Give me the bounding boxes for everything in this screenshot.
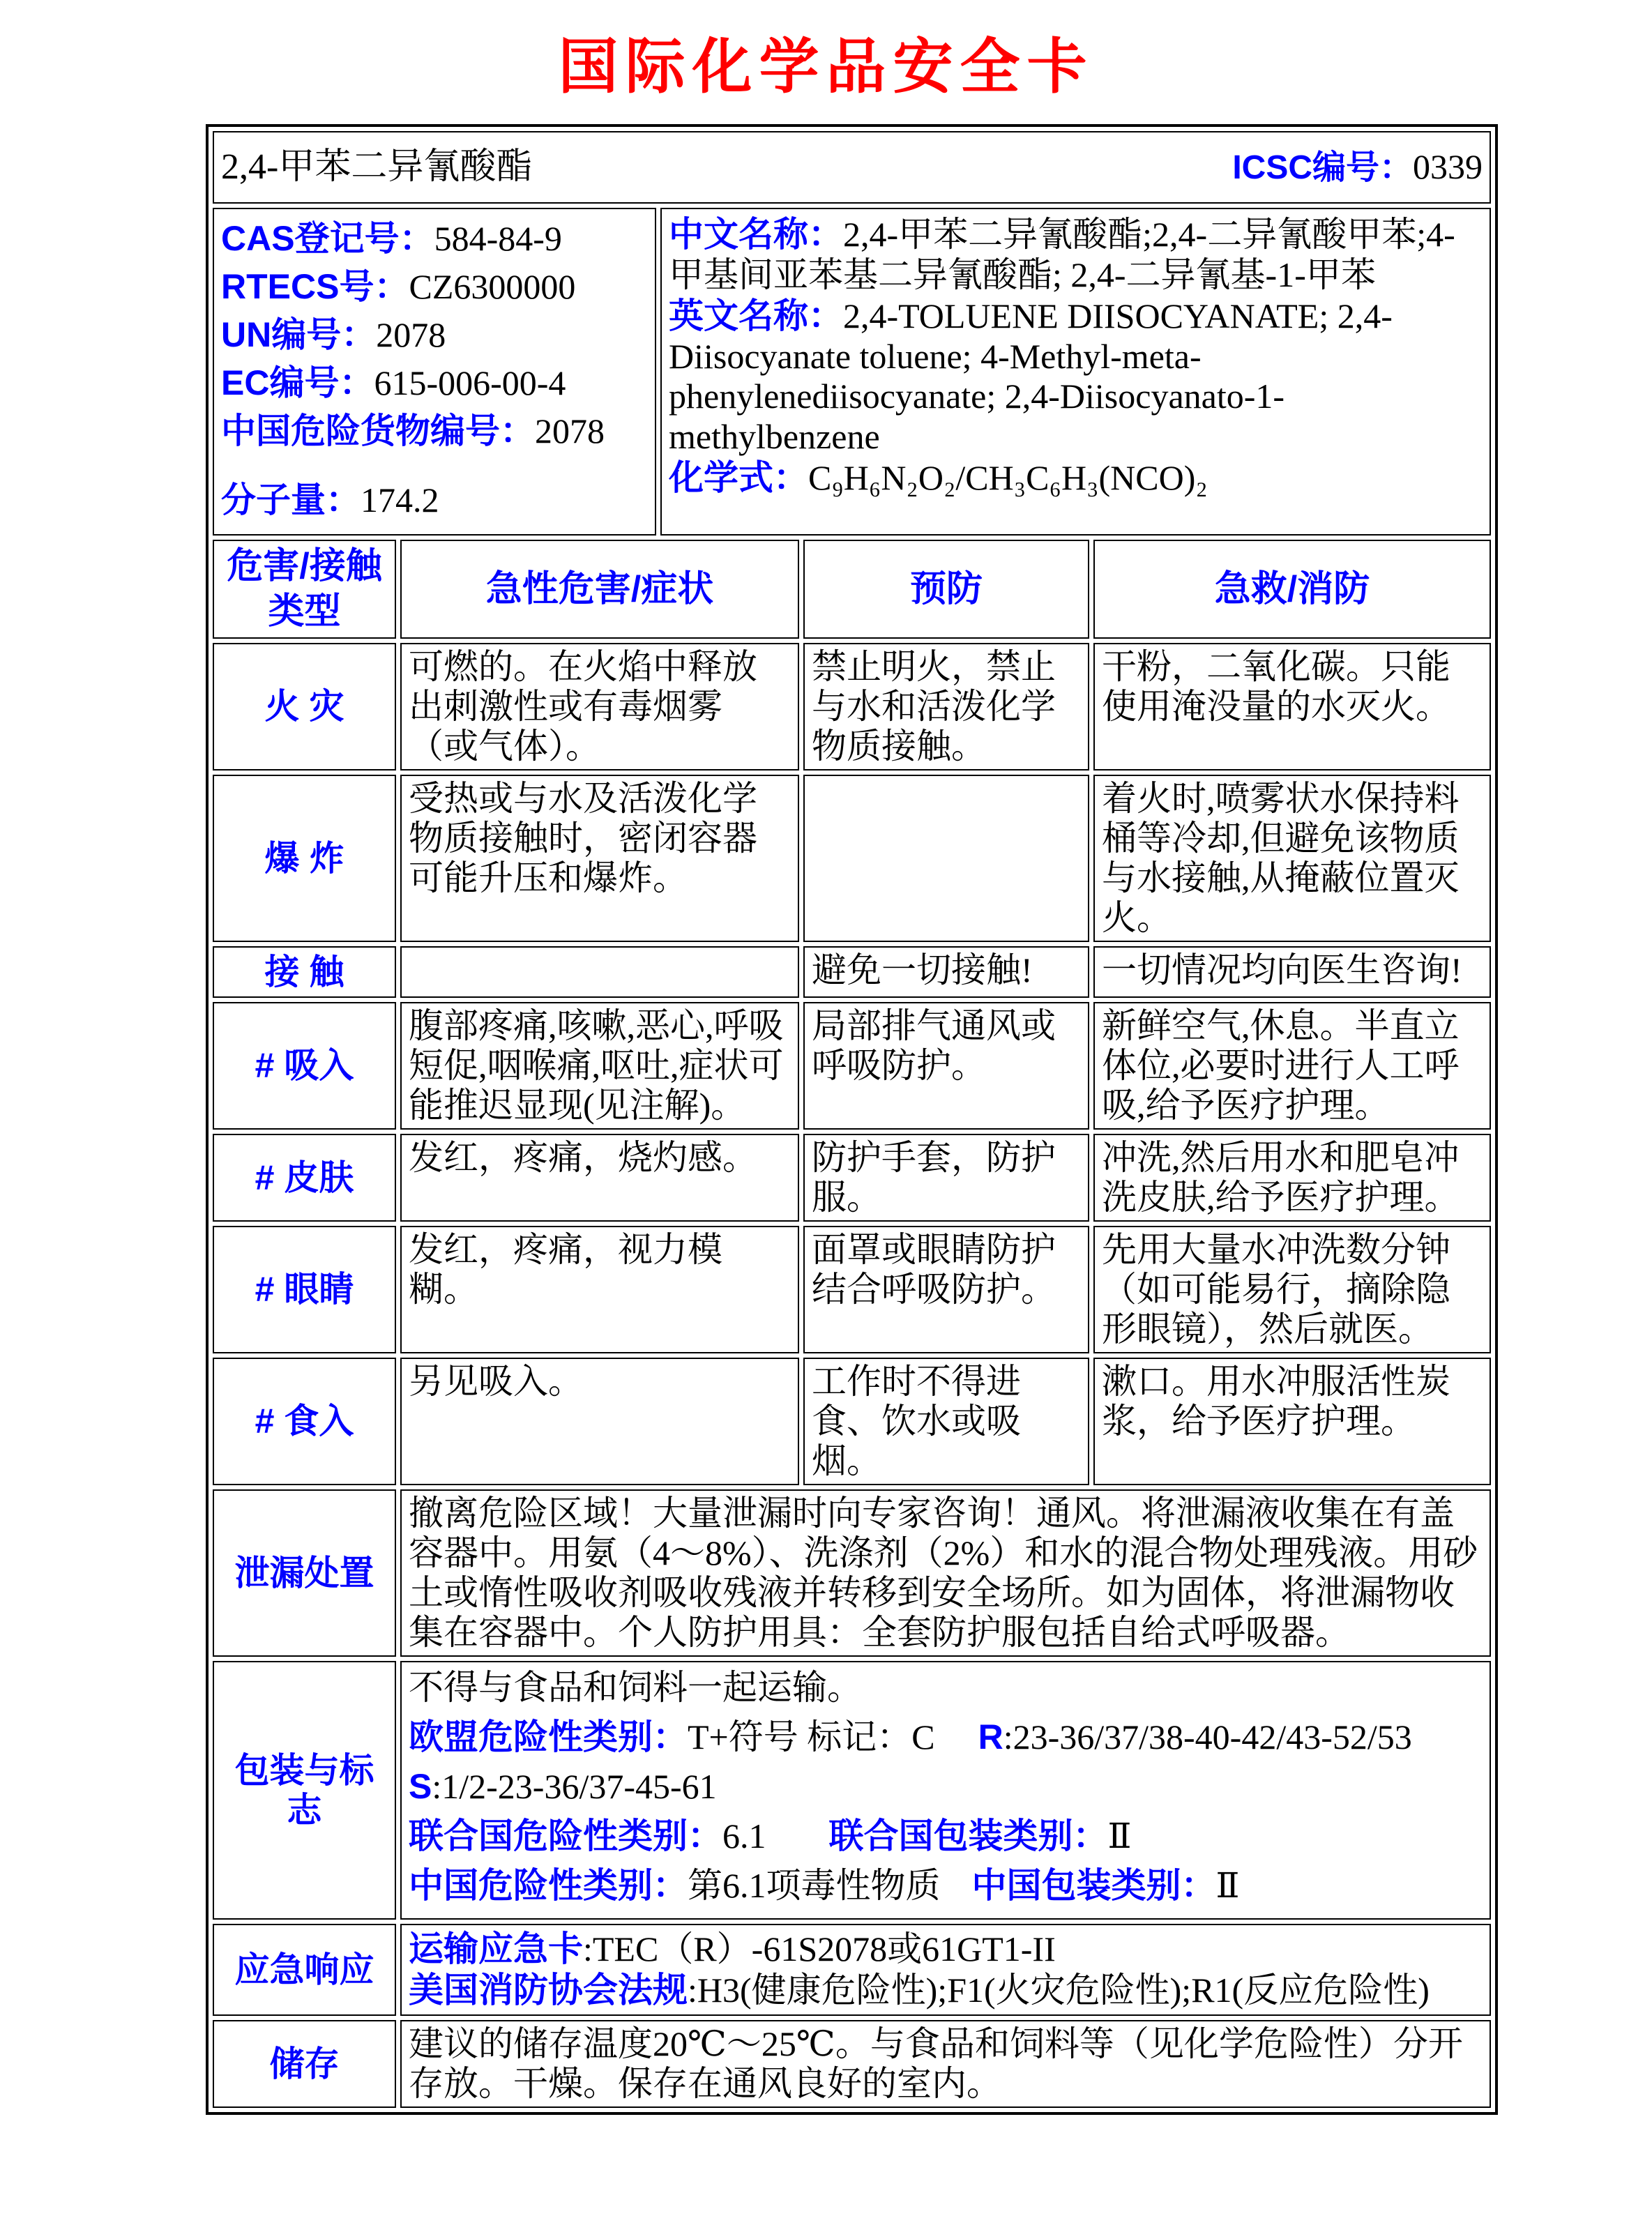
chemical-formula-value: C₉H₆N₂O₂/CH₃C₆H₃(NCO)₂ bbox=[808, 458, 1208, 497]
packaging-s-line bbox=[409, 1767, 1483, 1807]
fire-symptoms-cell: 可燃的。在火焰中释放出刺激性或有毒烟雾（或气体）。 bbox=[400, 643, 799, 770]
hazard-header-row bbox=[213, 540, 1491, 639]
rtecs-number-value: CZ6300000 bbox=[409, 267, 576, 306]
skin-symptoms-cell: 发红，疼痛，烧灼感。 bbox=[400, 1134, 799, 1222]
symptoms-header: 急性危害/症状 bbox=[400, 540, 799, 639]
ingestion-firstaid-cell: 漱口。用水冲服活性炭浆，给予医疗护理。 bbox=[1093, 1358, 1491, 1485]
chinese-names bbox=[669, 215, 1483, 295]
identifiers-cell bbox=[213, 208, 1491, 536]
un-number-value: 2078 bbox=[376, 315, 446, 354]
hazard-row-fire bbox=[213, 643, 1491, 770]
english-names bbox=[669, 296, 1483, 457]
explosion-symptoms-cell: 受热或与水及活泼化学物质接触时，密闭容器可能升压和爆炸。 bbox=[400, 775, 799, 942]
icsc-card-table bbox=[206, 124, 1498, 2115]
fire-row-label: 火 灾 bbox=[213, 643, 396, 770]
molecular-weight-label: 分子量： bbox=[221, 480, 361, 519]
storage-row-label: 储存 bbox=[213, 2020, 396, 2108]
spill-row-label: 泄漏处置 bbox=[213, 1489, 396, 1657]
un-number-line bbox=[221, 315, 652, 355]
chemical-formula-label: 化学式： bbox=[669, 458, 808, 497]
hazard-type-header-line1: 危害/接触 bbox=[227, 546, 382, 586]
china-dg-number-value: 2078 bbox=[535, 411, 605, 450]
china-dg-number-line bbox=[221, 411, 652, 451]
ingestion-prevention-cell: 工作时不得进食、饮水或吸烟。 bbox=[803, 1358, 1089, 1485]
chemical-formula bbox=[669, 458, 1483, 499]
explosion-row-label: 爆 炸 bbox=[213, 775, 396, 942]
chinese-names-label: 中文名称： bbox=[669, 215, 843, 254]
r-phrases-value: :23-36/37/38-40-42/43-52/53 bbox=[1003, 1717, 1412, 1756]
molecular-weight-line bbox=[221, 480, 652, 520]
packaging-content-cell bbox=[400, 1661, 1491, 1920]
inhalation-firstaid-cell: 新鲜空气,休息。半直立体位,必要时进行人工呼吸,给予医疗护理。 bbox=[1093, 1002, 1491, 1130]
fire-firstaid-cell: 干粉，二氧化碳。只能使用淹没量的水灭火。 bbox=[1093, 643, 1491, 770]
skin-firstaid-cell: 冲洗,然后用水和肥皂冲洗皮肤,给予医疗护理。 bbox=[1093, 1134, 1491, 1222]
identifiers-right-box bbox=[660, 208, 1491, 536]
identifiers-left-box bbox=[213, 208, 656, 536]
hazard-type-header-line2: 类型 bbox=[268, 591, 341, 632]
cn-packing-group-label: 中国包装类别： bbox=[971, 1866, 1216, 1905]
page-title: 国际化学品安全卡 bbox=[558, 33, 1094, 100]
explosion-firstaid-cell: 着火时,喷雾状水保持料桶等冷却,但避免该物质与水接触,从掩蔽位置灭火。 bbox=[1093, 775, 1491, 942]
tec-card-label: 运输应急卡 bbox=[409, 1929, 583, 1968]
ingestion-symptoms-cell: 另见吸入。 bbox=[400, 1358, 799, 1485]
un-packing-group-label: 联合国包装类别： bbox=[828, 1816, 1108, 1855]
icsc-number bbox=[1232, 147, 1483, 188]
explosion-prevention-cell bbox=[803, 775, 1089, 942]
china-dg-number-label: 中国危险货物编号： bbox=[221, 411, 535, 450]
s-phrases-value: :1/2-23-36/37-45-61 bbox=[432, 1767, 717, 1806]
eyes-firstaid-cell: 先用大量水冲洗数分钟（如可能易行，摘除隐形眼镜），然后就医。 bbox=[1093, 1226, 1491, 1353]
spill-row bbox=[213, 1489, 1491, 1657]
cn-packing-group-value: Ⅱ bbox=[1215, 1866, 1240, 1905]
hazard-row-inhalation bbox=[213, 1002, 1491, 1130]
inhalation-row-label: # 吸入 bbox=[213, 1002, 396, 1130]
cas-number-line bbox=[221, 219, 652, 259]
storage-text-cell: 建议的储存温度20℃～25℃。与食品和饲料等（见化学危险性）分开存放。干燥。保存在通风良好的室内。 bbox=[400, 2020, 1491, 2108]
eu-hazard-class-value: T+符号 标记：C bbox=[688, 1717, 935, 1756]
cas-number-value: 584-84-9 bbox=[434, 219, 562, 258]
icsc-number-value: 0339 bbox=[1413, 147, 1483, 187]
name-row bbox=[213, 131, 1491, 204]
packaging-un-line bbox=[409, 1816, 1483, 1856]
packaging-cn-line bbox=[409, 1866, 1483, 1906]
emergency-nfpa-line bbox=[409, 1971, 1483, 2010]
hazard-row-explosion bbox=[213, 775, 1491, 942]
rtecs-number-label: RTECS号： bbox=[221, 267, 409, 306]
icsc-number-label: ICSC编号： bbox=[1232, 149, 1414, 187]
chinese-names-value: 2,4-甲苯二异氰酸酯;2,4-二异氰酸甲苯;4-甲基间亚苯基二异氰酸酯; 2,4-二异氰基-1-甲苯 bbox=[669, 215, 1455, 294]
hazard-row-ingestion bbox=[213, 1358, 1491, 1485]
skin-prevention-cell: 防护手套，防护服。 bbox=[803, 1134, 1089, 1222]
packaging-row bbox=[213, 1661, 1491, 1920]
un-hazard-class-label: 联合国危险性类别： bbox=[409, 1816, 722, 1855]
eu-hazard-class-label: 欧盟危险性类别： bbox=[409, 1717, 688, 1756]
english-names-value: 2,4-TOLUENE DIISOCYANATE; 2,4-Diisocyanate toluene; 4-Methyl-meta-phenylenediisocyanate; 2,4-Diisocyanato-1-methylbenzene bbox=[669, 296, 1393, 456]
identifiers-row bbox=[213, 208, 1491, 536]
chemical-name: 2,4-甲苯二异氰酸酯 bbox=[221, 147, 533, 188]
skin-row-label: # 皮肤 bbox=[213, 1134, 396, 1222]
r-phrases-label: R bbox=[978, 1717, 1003, 1756]
ec-number-label: EC编号： bbox=[221, 363, 374, 402]
hazard-row-eyes bbox=[213, 1226, 1491, 1353]
cas-number-label: CAS登记号： bbox=[221, 219, 434, 258]
hazard-row-contact bbox=[213, 946, 1491, 998]
eyes-prevention-cell: 面罩或眼睛防护结合呼吸防护。 bbox=[803, 1226, 1089, 1353]
hazard-row-skin bbox=[213, 1134, 1491, 1222]
un-hazard-class-value: 6.1 bbox=[722, 1816, 766, 1855]
hazard-type-header bbox=[213, 540, 396, 639]
fire-prevention-cell: 禁止明火，禁止与水和活泼化学物质接触。 bbox=[803, 643, 1089, 770]
identifiers-wrap bbox=[213, 208, 1491, 536]
packaging-eu-line bbox=[409, 1717, 1483, 1757]
nfpa-code-label: 美国消防协会法规 bbox=[409, 1971, 688, 2010]
ec-number-value: 615-006-00-4 bbox=[374, 363, 566, 402]
contact-symptoms-cell bbox=[400, 946, 799, 998]
contact-firstaid-cell: 一切情况均向医生咨询! bbox=[1093, 946, 1491, 998]
emergency-content-cell bbox=[400, 1924, 1491, 2016]
un-packing-group-value: Ⅱ bbox=[1107, 1816, 1132, 1855]
name-cell bbox=[213, 131, 1491, 204]
cn-hazard-class-label: 中国危险性类别： bbox=[409, 1866, 688, 1905]
tec-card-value: :TEC（R）-61S2078或61GT1-II bbox=[583, 1929, 1056, 1968]
english-names-label: 英文名称： bbox=[669, 296, 843, 335]
emergency-row-label: 应急响应 bbox=[213, 1924, 396, 2016]
ingestion-row-label: # 食入 bbox=[213, 1358, 396, 1485]
spill-text-cell: 撤离危险区域！大量泄漏时向专家咨询！通风。将泄漏液收集在有盖容器中。用氨（4～8%）、洗涤剂（2%）和水的混合物处理残液。用砂土或惰性吸收剂吸收残液并转移到安全场所。如为固体，将泄漏物收集在容器中。个人防护用具：全套防护服包括自给式呼吸器。 bbox=[400, 1489, 1491, 1657]
name-flexrow bbox=[221, 146, 1483, 188]
packaging-transport-note: 不得与食品和饲料一起运输。 bbox=[409, 1668, 862, 1707]
emergency-tec-line bbox=[409, 1929, 1483, 1969]
s-phrases-label: S bbox=[409, 1767, 432, 1806]
ec-number-line bbox=[221, 363, 652, 403]
eyes-symptoms-cell: 发红，疼痛，视力模糊。 bbox=[400, 1226, 799, 1353]
inhalation-symptoms-cell: 腹部疼痛,咳嗽,恶心,呼吸短促,咽喉痛,呕吐,症状可能推迟显现(见注解)。 bbox=[400, 1002, 799, 1130]
prevention-header: 预防 bbox=[803, 540, 1089, 639]
packaging-row-label: 包装与标志 bbox=[213, 1661, 396, 1920]
molecular-weight-value: 174.2 bbox=[361, 480, 439, 519]
eyes-row-label: # 眼睛 bbox=[213, 1226, 396, 1353]
storage-row bbox=[213, 2020, 1491, 2108]
firstaid-header: 急救/消防 bbox=[1093, 540, 1491, 639]
nfpa-code-value: :H3(健康危险性);F1(火灾危险性);R1(反应危险性) bbox=[688, 1971, 1430, 2010]
rtecs-number-line bbox=[221, 267, 652, 307]
un-number-label: UN编号： bbox=[221, 315, 377, 354]
emergency-row bbox=[213, 1924, 1491, 2016]
cn-hazard-class-value: 第6.1项毒性物质 bbox=[688, 1866, 941, 1905]
contact-row-label: 接 触 bbox=[213, 946, 396, 998]
contact-prevention-cell: 避免一切接触! bbox=[803, 946, 1089, 998]
inhalation-prevention-cell: 局部排气通风或呼吸防护。 bbox=[803, 1002, 1089, 1130]
